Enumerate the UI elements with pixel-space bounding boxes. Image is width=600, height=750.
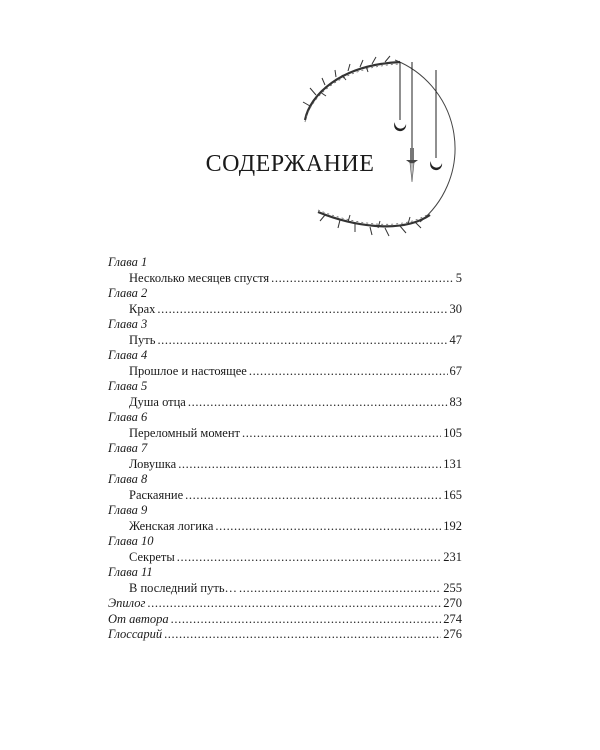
section-title: Глоссарий [108, 627, 163, 641]
page-number: 67 [449, 363, 462, 378]
page-number: 276 [443, 627, 462, 641]
chapter-label: Глава 7 [108, 441, 148, 455]
toc-chapter-5 [108, 379, 462, 410]
toc-chapter-2 [108, 286, 462, 317]
chapter-title: Душа отца [129, 394, 186, 409]
dot-leader [157, 333, 447, 349]
toc-entry [108, 426, 462, 442]
chapter-title: Переломный момент [129, 425, 240, 440]
dot-leader [242, 426, 441, 442]
toc-entry [108, 550, 462, 566]
toc-entry [108, 364, 462, 380]
page-number: 231 [443, 549, 462, 564]
chapter-label: Глава 10 [108, 534, 154, 548]
toc-entry [108, 302, 462, 318]
toc-chapter-9 [108, 503, 462, 534]
chapter-title: Секреты [129, 549, 175, 564]
page-number: 105 [443, 425, 462, 440]
chapter-label: Глава 1 [108, 255, 148, 269]
toc-chapter-3 [108, 317, 462, 348]
toc-chapter-6 [108, 410, 462, 441]
chapter-label: Глава 3 [108, 317, 148, 331]
dot-leader [178, 457, 441, 473]
crescent-moon-thorn-ornament-icon [300, 40, 480, 260]
toc-entry [108, 581, 462, 597]
table-of-contents [108, 255, 462, 643]
chapter-title: Женская логика [129, 518, 214, 533]
dot-leader [215, 519, 441, 535]
page-number: 192 [443, 518, 462, 533]
toc-entry [108, 519, 462, 535]
chapter-label: Глава 8 [108, 472, 148, 486]
dot-leader [164, 627, 441, 643]
chapter-title: Путь [129, 332, 156, 347]
page-number: 255 [443, 580, 462, 595]
chapter-label: Глава 9 [108, 503, 148, 517]
toc-chapter-7 [108, 441, 462, 472]
chapter-title: Раскаяние [129, 487, 184, 502]
dot-leader [147, 596, 441, 612]
toc-entry-epilogue [108, 596, 462, 612]
toc-entry-from-author [108, 612, 462, 628]
page-title: СОДЕРЖАНИЕ [205, 151, 375, 177]
toc-entry [108, 488, 462, 504]
toc-entry [108, 271, 462, 287]
chapter-title: Несколько месяцев спустя [129, 270, 270, 285]
page-number: 131 [443, 456, 462, 471]
toc-chapter-10 [108, 534, 462, 565]
dot-leader [157, 302, 447, 318]
chapter-title: Прошлое и настоящее [129, 363, 247, 378]
section-title: От автора [108, 611, 169, 626]
toc-entry-glossary [108, 627, 462, 643]
page-number: 30 [449, 301, 462, 316]
toc-chapter-4 [108, 348, 462, 379]
chapter-label: Глава 2 [108, 286, 148, 300]
dot-leader [171, 612, 442, 628]
page-number: 83 [449, 394, 462, 409]
toc-entry [108, 333, 462, 349]
toc-entry [108, 457, 462, 473]
page-number: 274 [443, 611, 462, 626]
toc-chapter-11 [108, 565, 462, 596]
chapter-label: Глава 11 [108, 565, 153, 579]
dot-leader [271, 271, 454, 287]
page-number: 5 [455, 270, 462, 285]
chapter-label: Глава 6 [108, 410, 148, 424]
toc-entry [108, 395, 462, 411]
page-number: 165 [443, 487, 462, 502]
dot-leader [188, 395, 448, 411]
toc-chapter-8 [108, 472, 462, 503]
dot-leader [249, 364, 448, 380]
page-number: 47 [449, 332, 462, 347]
chapter-title: В последний путь… [129, 580, 238, 595]
dot-leader [239, 581, 441, 597]
dot-leader [177, 550, 441, 566]
section-title: Эпилог [108, 596, 146, 610]
chapter-title: Ловушка [129, 456, 177, 471]
dot-leader [185, 488, 441, 504]
chapter-title: Крах [129, 301, 156, 316]
chapter-label: Глава 4 [108, 348, 148, 362]
page-number: 270 [443, 596, 462, 610]
toc-chapter-1 [108, 255, 462, 286]
chapter-label: Глава 5 [108, 379, 148, 393]
